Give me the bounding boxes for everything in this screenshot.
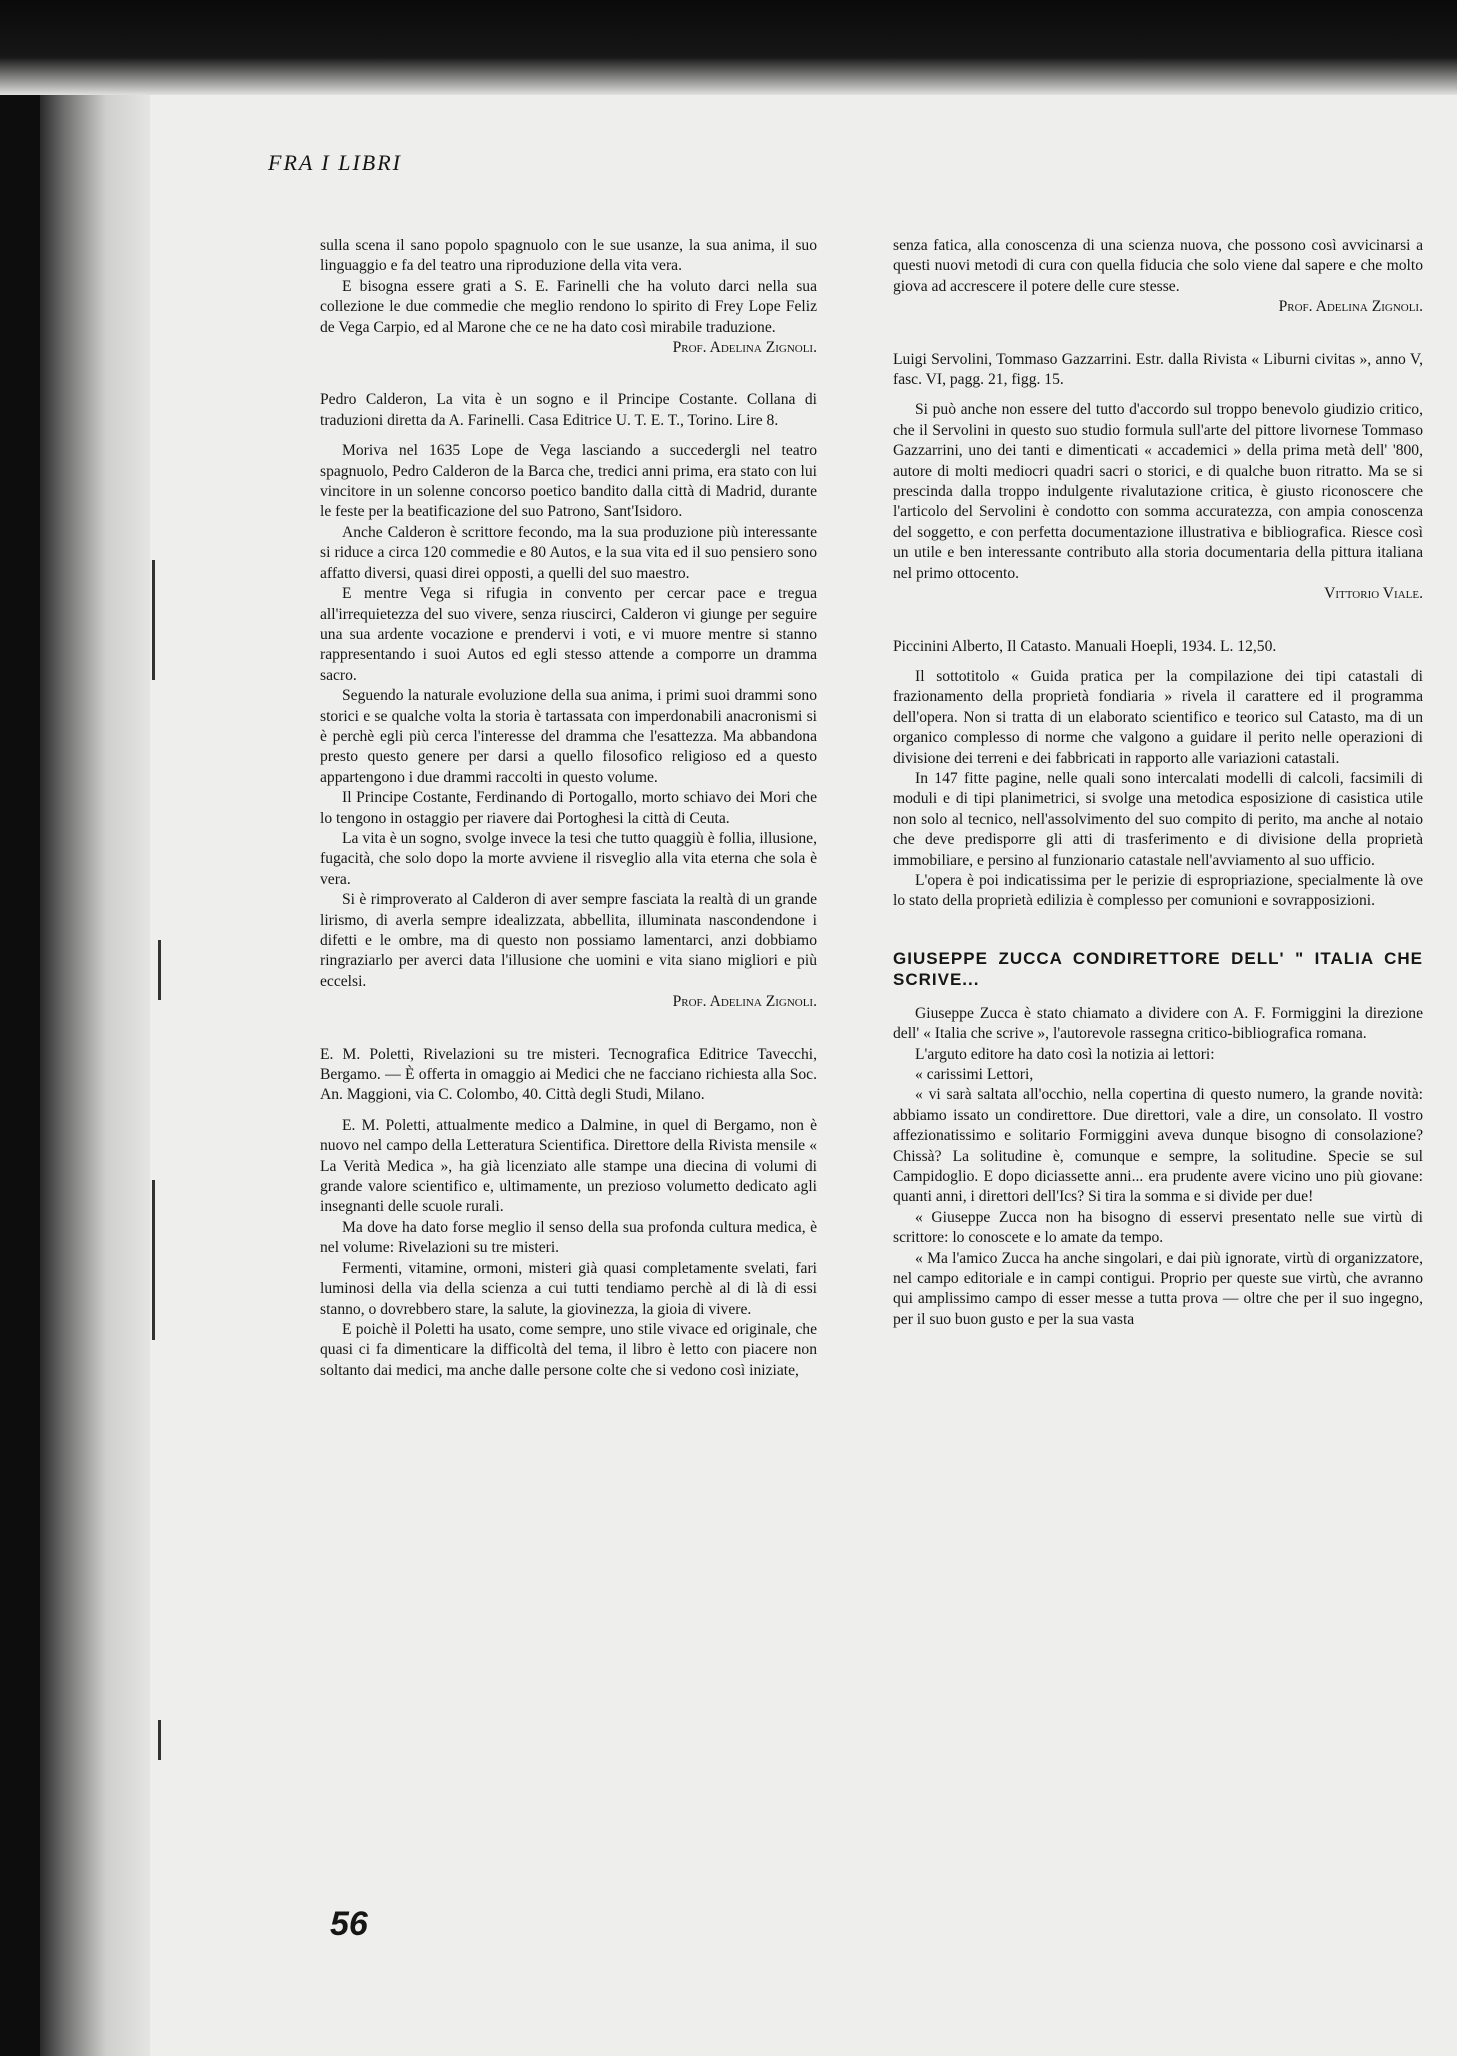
left-column bbox=[320, 236, 817, 1381]
right-column bbox=[893, 236, 1423, 1330]
paragraph: Giuseppe Zucca è stato chiamato a dividere con A. F. Formiggini la direzione dell' « Italia che scrive », l'autorevole rassegna critico-bibliografica romana. bbox=[893, 1004, 1423, 1043]
section-title: GIUSEPPE ZUCCA CONDIRETTORE DELL' " ITALIA CHE SCRIVE... bbox=[893, 948, 1423, 989]
paragraph: Il sottotitolo « Guida pratica per la compilazione dei tipi catastali di frazionamento della proprietà fondiaria » rivela il carattere ed il programma dell'opera. Non si tratta di un elaborato scientifico e teorico sul Catasto, ma di un organico complesso di norme che valgono a guidare il perito nelle operazioni di divisione dei terreni e dei fabbricati in rapporto alle variazioni catastali. bbox=[893, 667, 1423, 767]
margin-mark bbox=[152, 1180, 155, 1340]
paragraph: « Ma l'amico Zucca ha anche singolari, e dai più ignorate, virtù di organizzatore, nel campo editoriale e in campi contigui. Proprio per queste sue virtù, che avranno qui amplissimo campo di esser messe a tutta prova — oltre che per il suo ingegno, per il suo buon gusto e per la sua vasta bbox=[893, 1249, 1423, 1328]
paragraph: Anche Calderon è scrittore fecondo, ma la sua produzione più interessante si riduce a circa 120 commedie e 80 Autos, e la sua vita ed il suo pensiero sono affatto diversi, quasi direi opposti, a quelli del suo maestro. bbox=[320, 523, 817, 582]
scan-left-shadow bbox=[0, 0, 40, 2056]
margin-marks bbox=[150, 560, 170, 1860]
running-title: FRA I LIBRI bbox=[268, 150, 403, 175]
book-entry-heading: Pedro Calderon, La vita è un sogno e il Principe Costante. Collana di traduzioni diretta da A. Farinelli. Casa Editrice U. T. E. T., Torino. Lire 8. bbox=[320, 391, 817, 429]
paragraph: E mentre Vega si rifugia in convento per cercar pace e tregua all'irrequietezza del suo vivere, senza riuscirci, Calderon vi giunge per seguire una sua ardente vocazione e prendervi i voti, e vi muore mentre si stanno rappresentando i suoi Autos ed egli stesso attende a comporre un dramma sacro. bbox=[320, 585, 817, 684]
paragraph: E poichè il Poletti ha usato, come sempre, uno stile vivace ed originale, che quasi ci fa dimenticare la difficoltà del tema, il libro è letto con piacere non soltanto dai medici, ma anche dalle persone colte che si vedono così iniziate, bbox=[320, 1320, 817, 1379]
book-binding-gutter bbox=[40, 70, 160, 2056]
paragraph: La vita è un sogno, svolge invece la tesi che tutto quaggiù è follia, illusione, fugacità, che solo dopo la morte avviene il risveglio alla vita eterna che sola è vera. bbox=[320, 829, 817, 888]
paragraph: Moriva nel 1635 Lope de Vega lasciando a succedergli nel teatro spagnuolo, Pedro Calderon de la Barca che, tredici anni prima, era stato con lui vincitore in un solenne concorso poetico bandito dalla città di Madrid, durante le feste per la beatificazione del suo Patrono, Sant'Isidoro. bbox=[320, 442, 817, 521]
paragraph: In 147 fitte pagine, nelle quali sono intercalati modelli di calcoli, facsimili di moduli e di tipi planimetrici, si svolge una metodica esposizione di casistica utile non solo al tecnico, nell'assolvimento del suo compito di perito, ma anche al notaio che deve predisporre gli atti di trasferimento e di divisione della proprietà immobiliare, e persino al funzionario catastale nell'avviamento al suo ufficio. bbox=[893, 769, 1423, 869]
paragraph: L'opera è poi indicatissima per le perizie di espropriazione, specialmente là ove lo stato della proprietà edilizia è complesso per comunioni e sovrapposizioni. bbox=[893, 871, 1423, 910]
paragraph: Ma dove ha dato forse meglio il senso della sua profonda cultura medica, è nel volume: Rivelazioni su tre misteri. bbox=[320, 1218, 817, 1257]
paragraph: « carissimi Lettori, bbox=[915, 1066, 1034, 1083]
paragraph: Si può anche non essere del tutto d'accordo sul troppo benevolo giudizio critico, che il Servolini in questo suo studio formula sull'arte del pittore livornese Tommaso Gazzarrini, uno dei tanti e dimenticati « accademici » della prima metà dell' '800, autore di molti mediocri quadri sacri o storici, e di qualche buon ritratto. Ma se si prescinda dalla troppo indulgente rivalutazione critica, è giusto riconoscere che l'articolo del Servolini è condotto con somma accuratezza, con ampia conoscenza del soggetto, e con perfetta documentazione illustrativa e bibliografica. Riesce così un utile e ben interessante contributo alla storia documentaria della pittura italiana nel primo ottocento. bbox=[893, 401, 1423, 582]
review-signature: Prof. Adelina Zignoli. bbox=[672, 339, 817, 357]
page-number: 56 bbox=[330, 1905, 368, 1943]
paragraph: Fermenti, vitamine, ormoni, misteri già quasi completamente svelati, fari luminosi della via della scienza a cui tutti tendiamo perchè al di là di essi stanno, o dovrebbero stare, la salute, la giovinezza, la gioia di vivere. bbox=[320, 1259, 817, 1318]
book-entry-heading: E. M. Poletti, Rivelazioni su tre misteri. Tecnografica Editrice Tavecchi, Bergamo. — È offerta in omaggio ai Medici che ne facciano richiesta alla Soc. An. Maggioni, via C. Colombo, 40. Città degli Studi, Milano. bbox=[320, 1045, 817, 1104]
paragraph: sulla scena il sano popolo spagnuolo con le sue usanze, la sua anima, il suo linguaggio e fa del teatro una riproduzione della vita vera. bbox=[320, 237, 817, 275]
paragraph: « Giuseppe Zucca non ha bisogno di esservi presentato nelle sue virtù di scrittore: lo conoscete e lo amate da tempo. bbox=[893, 1208, 1423, 1247]
paragraph: L'arguto editore ha dato così la notizia ai lettori: bbox=[915, 1045, 1215, 1063]
paragraph: senza fatica, alla conoscenza di una scienza nuova, che possono così avvicinarsi a questi nuovi metodi di cura con quella fiducia che solo viene dal sapere e che molto giova ad accrescere il potere delle cure stesse. bbox=[893, 237, 1423, 295]
margin-mark bbox=[152, 560, 155, 680]
paragraph: E. M. Poletti, attualmente medico a Dalmine, in quel di Bergamo, non è nuovo nel campo della Letteratura Scientifica. Direttore della Rivista mensile « La Verità Medica », ha già licenziato alle stampe una diecina di volumi di grande valore scientifico e, ultimamente, un prezioso volumetto dedicato agli insegnanti delle scuole rurali. bbox=[320, 1116, 817, 1216]
margin-mark bbox=[158, 940, 161, 1000]
paragraph: E bisogna essere grati a S. E. Farinelli che ha voluto darci nella sua collezione le due commedie che meglio rendono lo spirito di Frey Lope Feliz de Vega Carpio, ed al Marone che ce ne ha dato così mirabile traduzione. bbox=[320, 277, 817, 336]
paragraph: Il Principe Costante, Ferdinando di Portogallo, morto schiavo dei Mori che lo tengono in ostaggio per riavere dai Portoghesi la città di Ceuta. bbox=[320, 789, 817, 827]
paragraph: « vi sarà saltata all'occhio, nella copertina di questo numero, la grande novità: abbiamo issato un condirettore. Due direttori, vale a dire, un consolato. Il vostro affezionatissimo e solitario Formiggini aveva dunque bisogno di consolazione? Chissà? La solitudine è, comunque e sempre, la solitudine. Specie se sul Campidoglio. E dopo diciassette anni... era prudente avere vicino uno più giovane: quanti anni, i direttori dell'Ics? Si tira la somma e si divide per due! bbox=[893, 1086, 1423, 1206]
scan-top-edge bbox=[0, 0, 1457, 95]
paragraph: Seguendo la naturale evoluzione della sua anima, i primi suoi drammi sono storici e se qualche volta la storia è tartassata con imperdonabili anacronismi si è perchè egli più cerca l'interesse del dramma che l'esattezza. Ma abbandona presto questo genere per darsi a quello filosofico religioso ed a questo appartengono i due drammi raccolti in questo volume. bbox=[320, 687, 817, 786]
margin-mark bbox=[158, 1720, 161, 1760]
review-signature: Prof. Adelina Zignoli. bbox=[1278, 298, 1423, 316]
review-signature: Vittorio Viale. bbox=[1324, 585, 1423, 603]
book-entry-heading: Luigi Servolini, Tommaso Gazzarrini. Estr. dalla Rivista « Liburni civitas », anno V, fasc. VI, pagg. 21, figg. 15. bbox=[893, 350, 1423, 389]
review-signature: Prof. Adelina Zignoli. bbox=[672, 993, 817, 1011]
book-entry-heading: Piccinini Alberto, Il Catasto. Manuali Hoepli, 1934. L. 12,50. bbox=[893, 637, 1277, 655]
paragraph: Si è rimproverato al Calderon di aver sempre fasciata la realtà di un grande lirismo, di averla sempre idealizzata, abbellita, illuminata nascondendone i difetti e le ombre, ma di questo non possiamo lamentarci, anzi dobbiamo ringraziarlo per averci data l'illusione che uomini e vita siano migliori e più eccelsi. bbox=[320, 891, 817, 990]
